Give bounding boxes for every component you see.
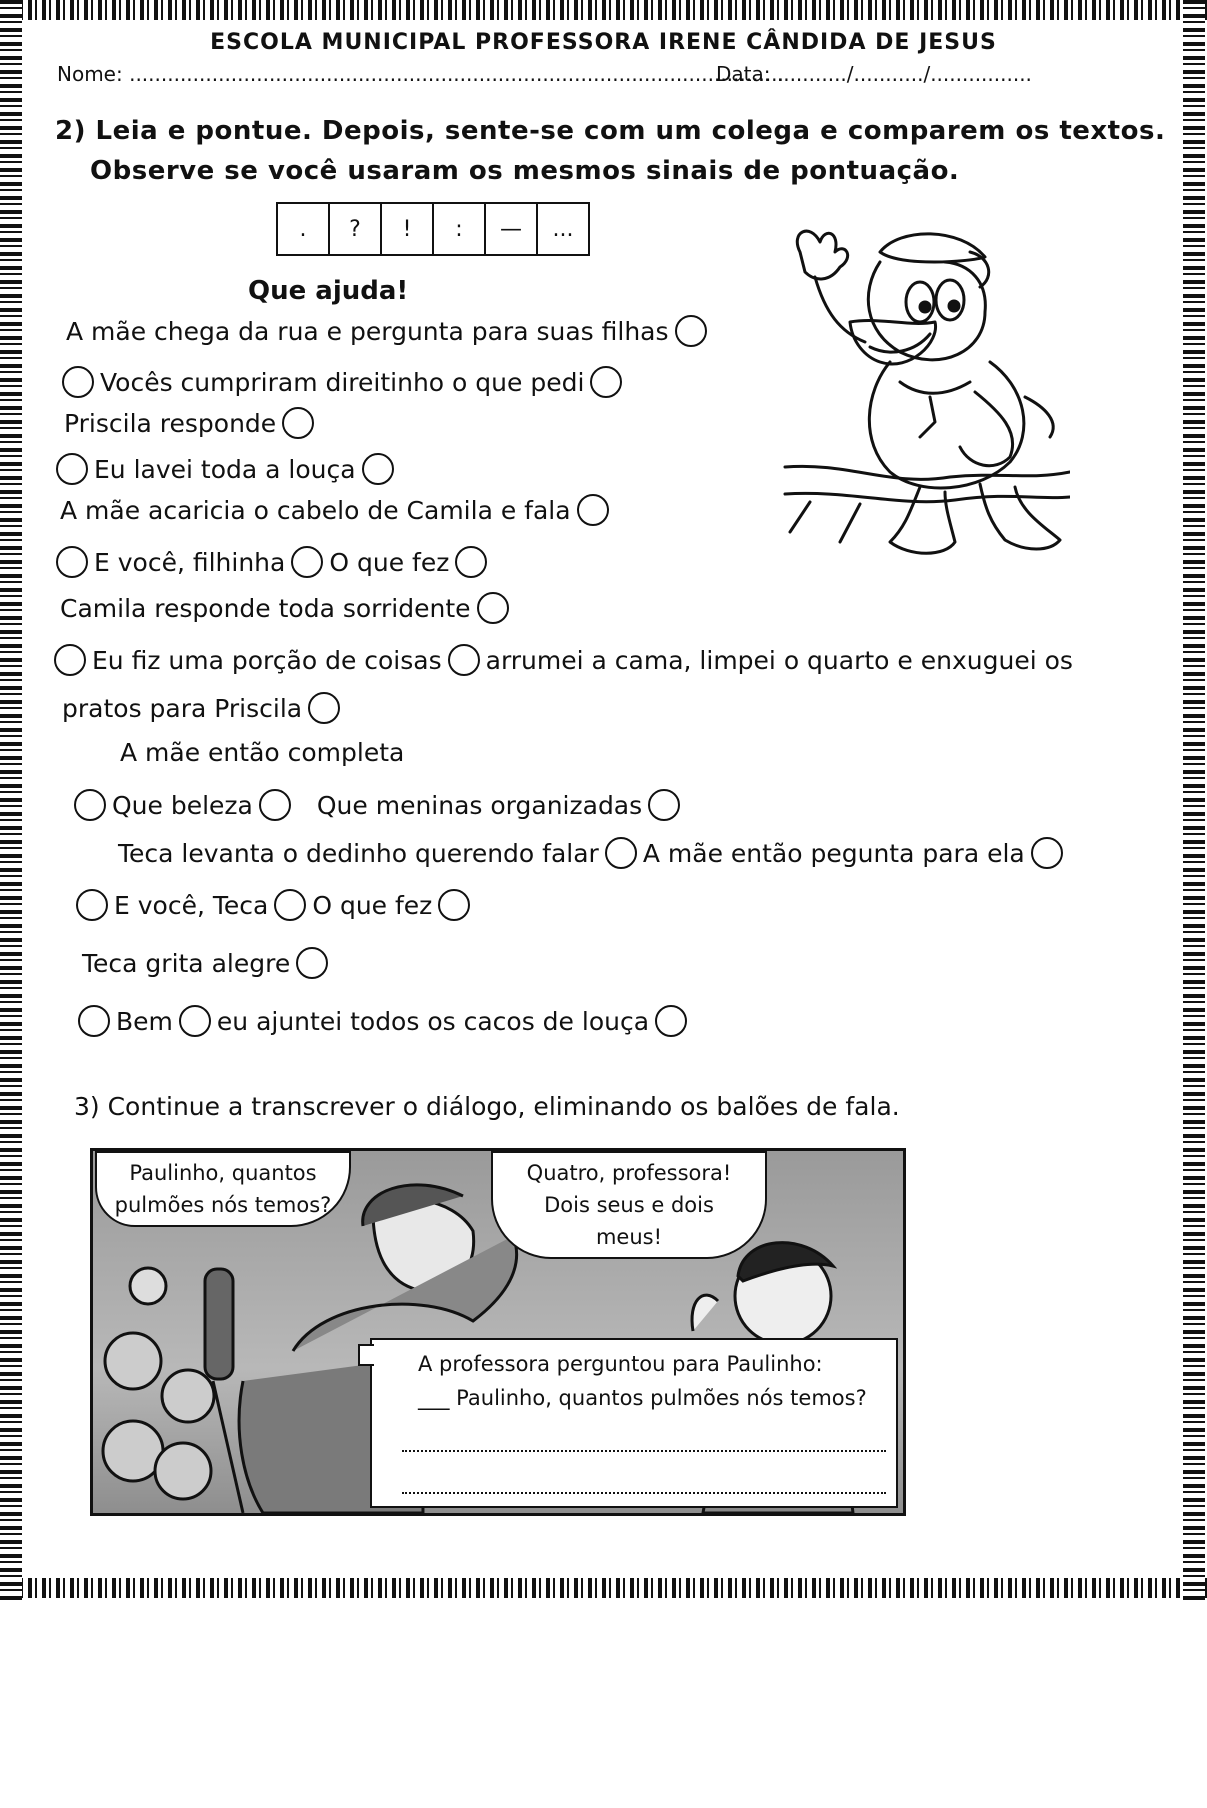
story-text: Vocês cumpriram direitinho o que pedi bbox=[100, 367, 585, 397]
bubble-text: Dois seus e dois meus! bbox=[544, 1193, 714, 1249]
story-line bbox=[74, 789, 680, 821]
punctuation-mark: ! bbox=[382, 204, 434, 254]
punctuation-circle[interactable] bbox=[590, 366, 622, 398]
story-line bbox=[56, 453, 394, 485]
story-text: arrumei a cama, limpei o quarto e enxuguei os bbox=[485, 645, 1073, 675]
punctuation-circle[interactable] bbox=[477, 592, 509, 624]
story-text: E você, filhinha bbox=[94, 547, 286, 577]
punctuation-circle[interactable] bbox=[259, 789, 291, 821]
story-text: A mãe acaricia o cabelo de Camila e fala bbox=[60, 495, 571, 525]
punctuation-circle[interactable] bbox=[56, 453, 88, 485]
story-text: Bem bbox=[116, 1006, 173, 1036]
bubble-text: Quatro, professora! bbox=[526, 1161, 732, 1185]
story-line bbox=[62, 692, 340, 724]
punctuation-mark: : bbox=[434, 204, 486, 254]
punctuation-circle[interactable] bbox=[448, 644, 480, 676]
punctuation-circle[interactable] bbox=[1031, 837, 1063, 869]
answer-line[interactable] bbox=[402, 1450, 886, 1452]
story-text: Teca grita alegre bbox=[82, 948, 291, 978]
story-text: Camila responde toda sorridente bbox=[60, 593, 471, 623]
story-text: Eu lavei toda a louça bbox=[94, 454, 356, 484]
story-text: O que fez bbox=[312, 890, 433, 920]
punctuation-circle[interactable] bbox=[179, 1005, 211, 1037]
punctuation-mark: . bbox=[278, 204, 330, 254]
story-text: A mãe chega da rua e pergunta para suas filhas bbox=[66, 316, 669, 346]
punctuation-circle[interactable] bbox=[282, 407, 314, 439]
punctuation-mark: ... bbox=[552, 216, 574, 242]
decorative-border-left bbox=[0, 0, 22, 1600]
story-text: Priscila responde bbox=[64, 408, 277, 438]
story-line bbox=[54, 644, 1073, 676]
punctuation-circle[interactable] bbox=[675, 315, 707, 347]
decorative-border-right bbox=[1183, 0, 1205, 1600]
punctuation-circle[interactable] bbox=[362, 453, 394, 485]
story-line bbox=[64, 407, 314, 439]
punctuation-circle[interactable] bbox=[577, 494, 609, 526]
punctuation-circle[interactable] bbox=[655, 1005, 687, 1037]
punctuation-circle[interactable] bbox=[56, 546, 88, 578]
punctuation-circle[interactable] bbox=[296, 947, 328, 979]
story-title: Que ajuda! bbox=[248, 276, 409, 306]
punctuation-circle[interactable] bbox=[74, 789, 106, 821]
punctuation-mark: ? bbox=[330, 204, 382, 254]
transcription-line-1: A professora perguntou para Paulinho: bbox=[418, 1352, 823, 1376]
story-text: Eu fiz uma porção de coisas bbox=[92, 645, 442, 675]
bubble-text: pulmões nós temos? bbox=[114, 1193, 332, 1217]
story-text: Que meninas organizadas bbox=[316, 790, 643, 820]
punctuation-mark: — bbox=[486, 204, 538, 254]
bubble-text: Paulinho, quantos bbox=[129, 1161, 317, 1185]
story-text: Que beleza bbox=[112, 790, 253, 820]
decorative-border-bottom bbox=[0, 1578, 1207, 1598]
writing-box bbox=[370, 1338, 898, 1508]
question-2-line-2: Observe se você usaram os mesmos sinais de pontuação. bbox=[90, 156, 960, 186]
story-text: A mãe então pegunta para ela bbox=[642, 838, 1025, 868]
story-line bbox=[62, 366, 622, 398]
transcription-line-2: ___ Paulinho, quantos pulmões nós temos? bbox=[418, 1386, 867, 1410]
punctuation-circle[interactable] bbox=[54, 644, 86, 676]
answer-line[interactable] bbox=[402, 1492, 886, 1494]
story-line bbox=[120, 738, 404, 767]
story-line bbox=[118, 837, 1063, 869]
donald-duck-illustration bbox=[770, 222, 1070, 582]
punctuation-circle[interactable] bbox=[78, 1005, 110, 1037]
school-name: ESCOLA MUNICIPAL PROFESSORA IRENE CÂNDIDA DE JESUS bbox=[210, 30, 997, 55]
punctuation-circle[interactable] bbox=[605, 837, 637, 869]
date-field[interactable]: Data: .........../.........../................ bbox=[716, 62, 1032, 86]
speech-bubble-boy bbox=[491, 1151, 767, 1259]
punctuation-circle[interactable] bbox=[274, 889, 306, 921]
story-line bbox=[76, 889, 470, 921]
story-line bbox=[60, 494, 609, 526]
punctuation-circle[interactable] bbox=[648, 789, 680, 821]
story-line bbox=[66, 315, 707, 347]
box-tab bbox=[358, 1344, 374, 1366]
punctuation-circle[interactable] bbox=[438, 889, 470, 921]
punctuation-marks-table bbox=[276, 202, 590, 256]
story-text: Teca levanta o dedinho querendo falar bbox=[118, 838, 599, 868]
punctuation-circle[interactable] bbox=[455, 546, 487, 578]
question-2-line-1: 2) Leia e pontue. Depois, sente-se com um colega e comparem os textos. bbox=[55, 116, 1166, 146]
story-line bbox=[78, 1005, 687, 1037]
punctuation-circle[interactable] bbox=[62, 366, 94, 398]
story-text: eu ajuntei todos os cacos de louça bbox=[216, 1006, 650, 1036]
speech-bubble-teacher bbox=[95, 1151, 351, 1227]
story-text: A mãe então completa bbox=[120, 738, 405, 767]
story-text: E você, Teca bbox=[114, 890, 269, 920]
story-line bbox=[60, 592, 509, 624]
name-field[interactable]: Nome: ....................................................................................................... bbox=[57, 62, 784, 86]
decorative-border-top bbox=[0, 0, 1207, 20]
punctuation-circle[interactable] bbox=[308, 692, 340, 724]
punctuation-circle[interactable] bbox=[291, 546, 323, 578]
story-line bbox=[82, 947, 328, 979]
story-text: O que fez bbox=[329, 547, 450, 577]
story-text: pratos para Priscila bbox=[62, 693, 303, 723]
punctuation-circle[interactable] bbox=[76, 889, 108, 921]
question-3: 3) Continue a transcrever o diálogo, eliminando os balões de fala. bbox=[74, 1092, 900, 1121]
story-line bbox=[56, 546, 487, 578]
